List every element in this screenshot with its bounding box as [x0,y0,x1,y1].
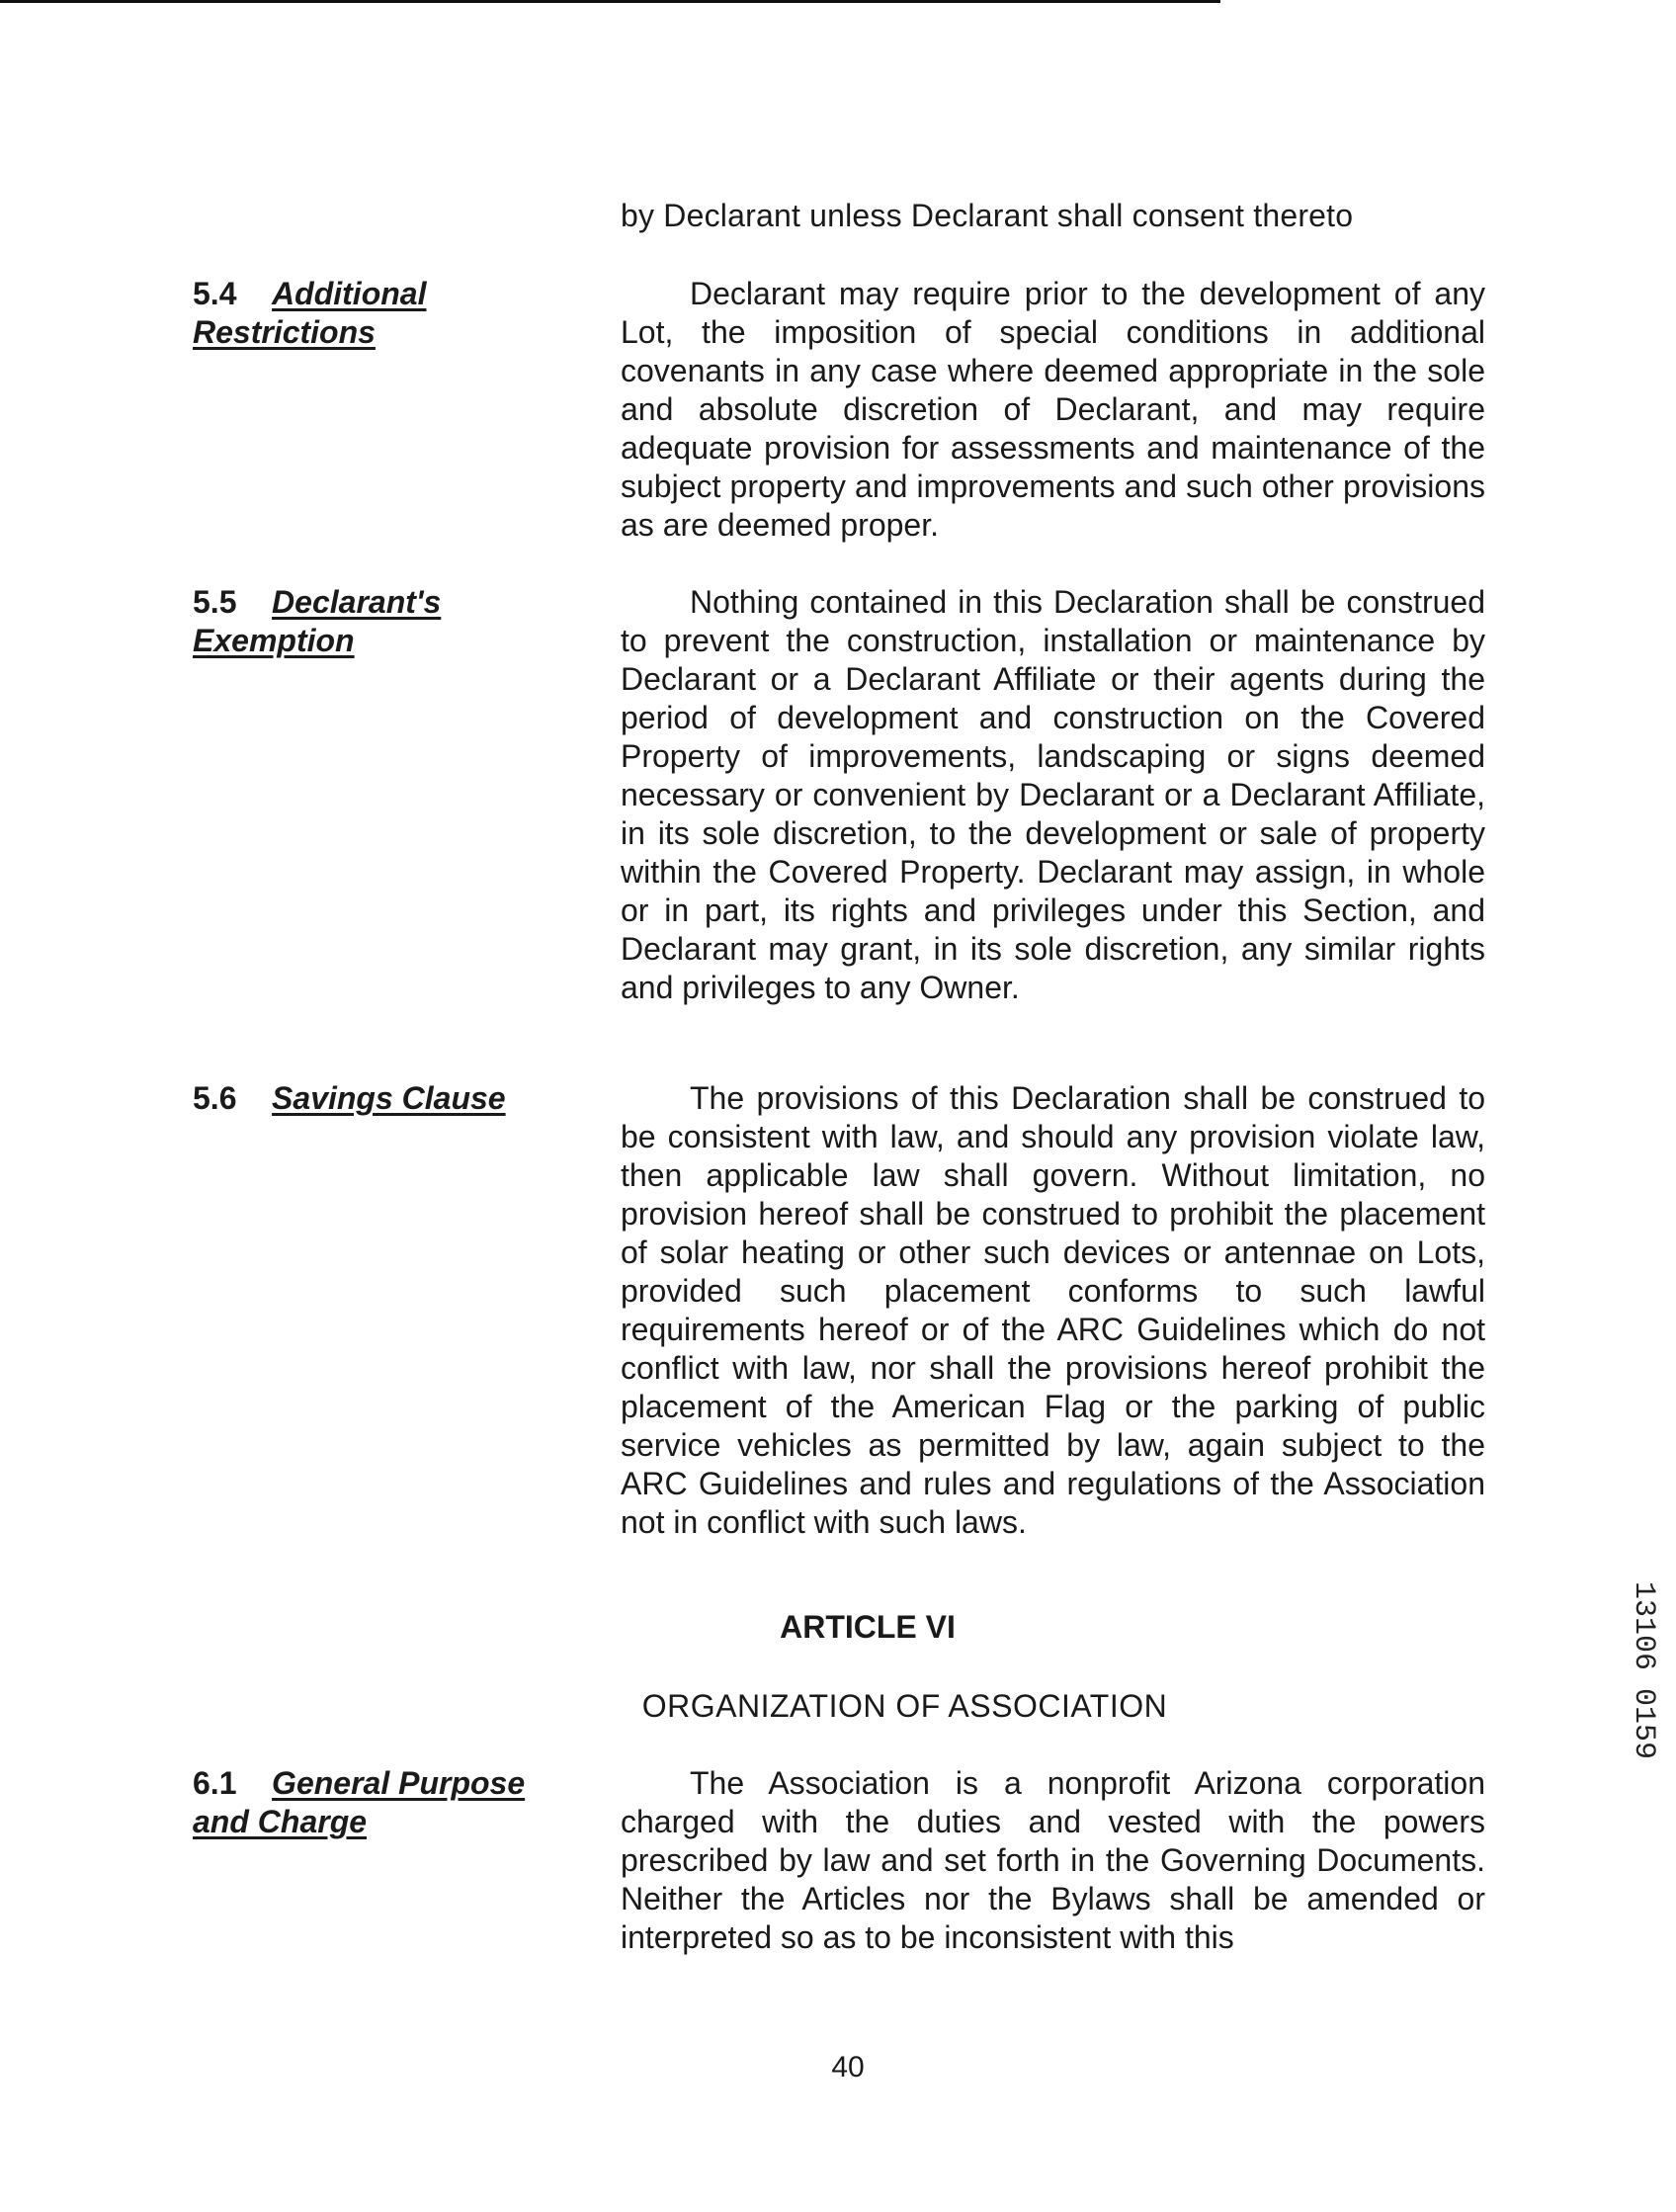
recording-stamp: 13106 0159 [1627,1581,1660,1760]
section-title: Additional [272,276,427,311]
section-number: 5.6 [193,1080,237,1116]
section-body: The Association is a nonprofit Arizona corporation charged with the duties and vested with the powers prescribed by law and set forth in the Governing Documents. Neither the Articles nor the Bylaws shall be amended or interpreted so as to be inconsistent with this [621,1765,1485,1955]
section-heading [193,275,618,352]
section-body: Declarant may require prior to the development of any Lot, the imposition of special conditions in additional covenants in any case where deemed appropriate in the sole and absolute discretion of Declarant, and may require adequate provision for assessments and maintenance of the subject property and improvements and such other provisions as are deemed proper. [621,276,1485,543]
section-heading [193,1764,618,1841]
section-number: 5.5 [193,584,237,620]
section-body: Nothing contained in this Declaration shall be construed to prevent the construction, installation or maintenance by Declarant or a Declarant Affiliate or their agents during the period of development and construction on the Covered Property of improvements, landscaping or signs deemed necessary or convenient by Declarant or a Declarant Affiliate, in its sole discretion, to the development or sale of property within the Covered Property. Declarant may assign, in whole or in part, its rights and privileges under this Section, and Declarant may grant, in its sole discretion, any similar rights and privileges to any Owner. [621,584,1485,1005]
section-title-line2: Exemption [193,623,355,658]
section-heading [193,1079,618,1118]
section-title-line2: and Charge [193,1804,368,1839]
section-heading [193,583,618,660]
section-title-line2: Restrictions [193,314,376,350]
page-number: 40 [831,2051,865,2084]
article-number: ARTICLE VI [780,1609,956,1645]
section-number: 5.4 [193,276,237,311]
section-title: General Purpose [272,1765,526,1801]
section-title: Savings Clause [272,1080,506,1116]
article-title: ORGANIZATION OF ASSOCIATION [641,1688,1168,1724]
section-title: Declarant's [272,584,442,620]
continuation-text: by Declarant unless Declarant shall consent thereto [621,198,1354,233]
section-body: The provisions of this Declaration shall be construed to be consistent with law, and should any provision violate law, then applicable law shall govern. Without limitation, no provision hereof shall be construed to prohibit the placement of solar heating or other such devices or antennae on Lots, provided such placement conforms to such lawful requirements hereof or of the ARC Guidelines which do not conflict with law, nor shall the provisions hereof prohibit the placement of the American Flag or the parking of public service vehicles as permitted by law, again subject to the ARC Guidelines and rules and regulations of the Association not in conflict with such laws. [621,1080,1485,1540]
top-rule [0,0,1220,3]
section-number: 6.1 [193,1765,237,1801]
